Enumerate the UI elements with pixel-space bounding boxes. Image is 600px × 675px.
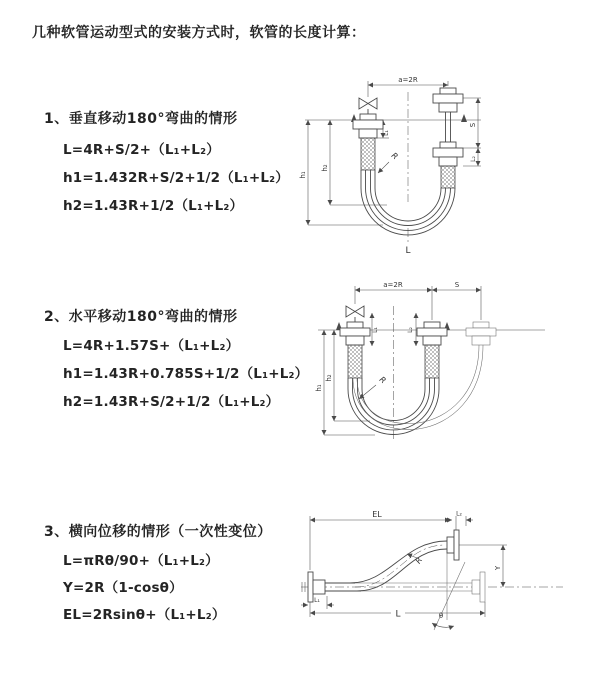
diagram-vertical-180-bend — [295, 70, 595, 270]
d3-label-l2: L₂ — [456, 510, 462, 518]
d1-label-l: L — [405, 246, 411, 256]
d2-middle-fitting — [417, 322, 447, 378]
d2-moved-fitting-phantom — [466, 322, 496, 345]
d3-upper-flange — [447, 530, 459, 560]
d2-label-r: R — [377, 374, 388, 386]
section1-formula-h1: h1=1.432R+S/2+1/2（L₁+L₂） — [63, 170, 289, 186]
diagram-lateral-displacement — [295, 488, 600, 675]
section2-formula-h2: h2=1.43R+S/2+1/2（L₁+L₂） — [63, 394, 280, 410]
d3-label-theta: θ — [438, 612, 444, 620]
section1-formula-h2: h2=1.43R+1/2（L₁+L₂） — [63, 198, 244, 214]
d2-label-l1: L₁ — [372, 327, 379, 333]
page-title: 几种软管运动型式的安装方式时，软管的长度计算： — [32, 25, 366, 41]
d1-label-s: S — [469, 122, 477, 128]
d1-left-fitting — [353, 114, 383, 170]
d1-right-fitting — [433, 88, 463, 188]
section3-formula-l: L=πRθ/90+（L₁+L₂） — [63, 553, 219, 569]
d2-left-fitting — [340, 322, 370, 378]
section3-formula-y: Y=2R（1-cosθ） — [63, 580, 183, 596]
section1-heading: 1、垂直移动180°弯曲的情形 — [44, 111, 238, 127]
d3-right-flange-phantom — [472, 572, 485, 602]
section1-formula-l: L=4R+S/2+（L₁+L₂） — [63, 142, 220, 158]
d2-label-h1: h₁ — [315, 384, 323, 392]
d2-valve-icon — [346, 306, 364, 322]
d3-dimension-lines — [301, 516, 507, 630]
d1-label-l2: L₂ — [470, 156, 477, 162]
d1-label-h2: h₂ — [321, 164, 329, 172]
d3-hose-displaced — [350, 541, 447, 591]
d1-valve-icon — [359, 98, 377, 114]
section2-formula-l: L=4R+1.57S+（L₁+L₂） — [63, 338, 240, 354]
d1-label-l1: L₁ — [383, 130, 390, 136]
diagram-horizontal-180-bend — [295, 278, 600, 478]
d3-label-el: EL — [372, 510, 382, 519]
section3-formula-el: EL=2Rsinθ+（L₁+L₂） — [63, 607, 226, 623]
d2-label-s: S — [454, 281, 460, 289]
section2-heading: 2、水平移动180°弯曲的情形 — [44, 309, 238, 325]
d1-label-a2r: a=2R — [398, 76, 418, 84]
d2-label-a2r: a=2R — [383, 281, 403, 289]
d3-label-l1: L₁ — [314, 597, 320, 604]
d1-label-r: R — [389, 150, 400, 162]
d2-hose-moved-phantom — [353, 345, 483, 430]
d1-label-h1: h₁ — [299, 171, 307, 179]
d3-label-l: L — [395, 609, 401, 620]
d2-label-h2: h₂ — [325, 374, 333, 382]
d3-label-y: Y — [494, 565, 502, 571]
section3-heading: 3、横向位移的情形（一次性变位） — [44, 524, 272, 540]
section2-formula-h1: h1=1.43R+0.785S+1/2（L₁+L₂） — [63, 366, 309, 382]
d2-label-l2: L₂ — [407, 327, 414, 333]
d3-label-r: R — [413, 555, 425, 566]
